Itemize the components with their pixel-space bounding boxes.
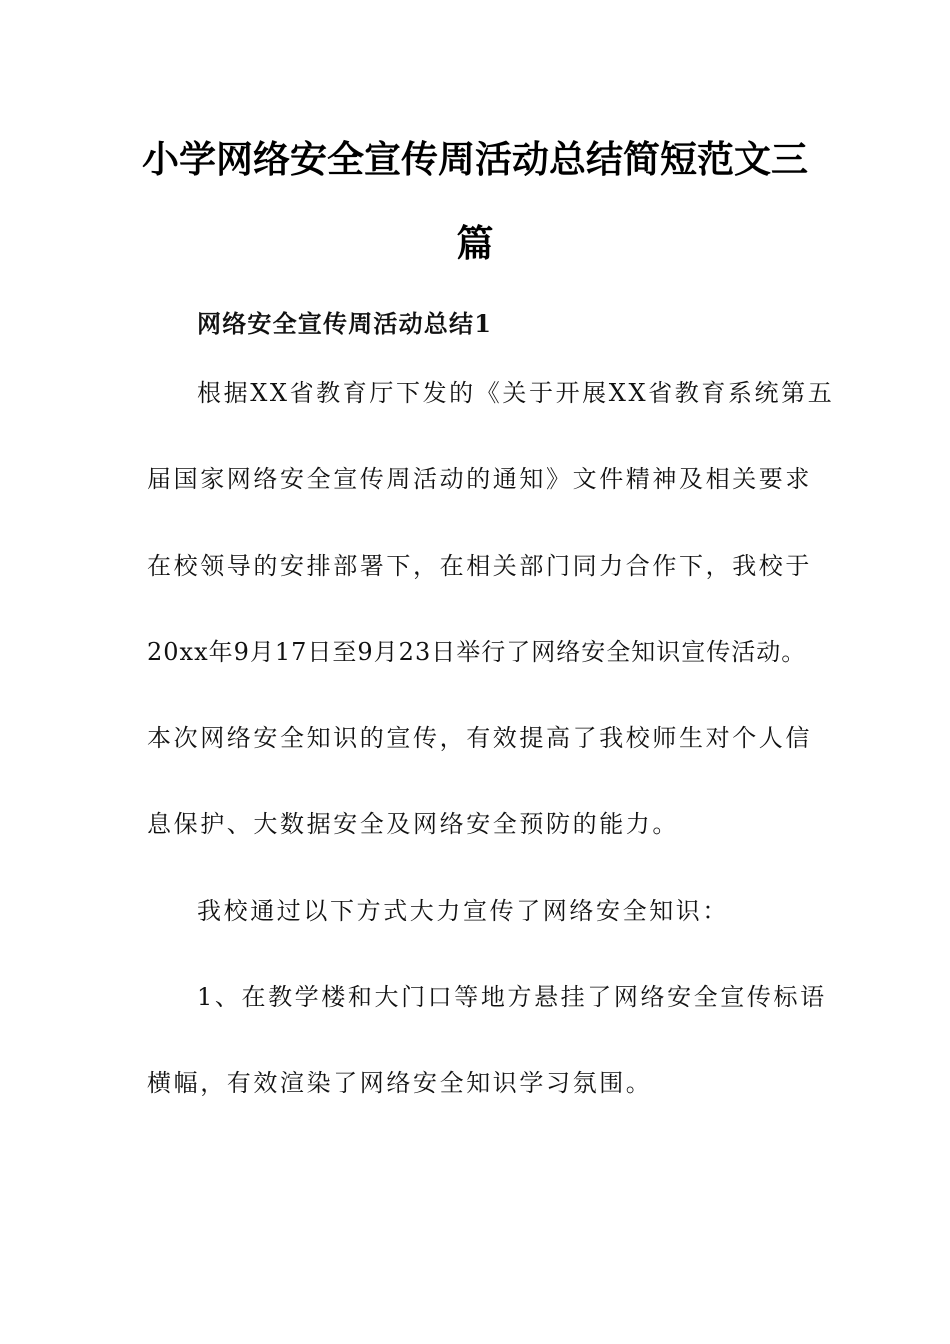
document-title-line-1: 小学网络安全宣传周活动总结简短范文三 bbox=[142, 138, 808, 181]
paragraph-line: 届国家网络安全宣传周活动的通知》文件精神及相关要求 bbox=[147, 465, 812, 493]
paragraph-line: 本次网络安全知识的宣传，有效提高了我校师生对个人信 bbox=[147, 724, 812, 752]
paragraph-line: 我校通过以下方式大力宣传了网络安全知识： bbox=[197, 897, 729, 925]
paragraph-line: 在校领导的安排部署下，在相关部门同力合作下，我校于 bbox=[147, 552, 812, 580]
document-title-line-2: 篇 bbox=[456, 222, 494, 265]
list-item-line: 横幅，有效渲染了网络安全知识学习氛围。 bbox=[147, 1069, 653, 1097]
paragraph-line: 息保护、大数据安全及网络安全预防的能力。 bbox=[147, 810, 679, 838]
list-item-line: 1、在教学楼和大门口等地方悬挂了网络安全宣传标语 bbox=[197, 983, 827, 1011]
paragraph-line: 20xx年9月17日至9月23日举行了网络安全知识宣传活动。 bbox=[147, 638, 807, 666]
section-heading: 网络安全宣传周活动总结1 bbox=[197, 309, 493, 338]
paragraph-line: 根据XX省教育厅下发的《关于开展XX省教育系统第五 bbox=[197, 379, 835, 407]
